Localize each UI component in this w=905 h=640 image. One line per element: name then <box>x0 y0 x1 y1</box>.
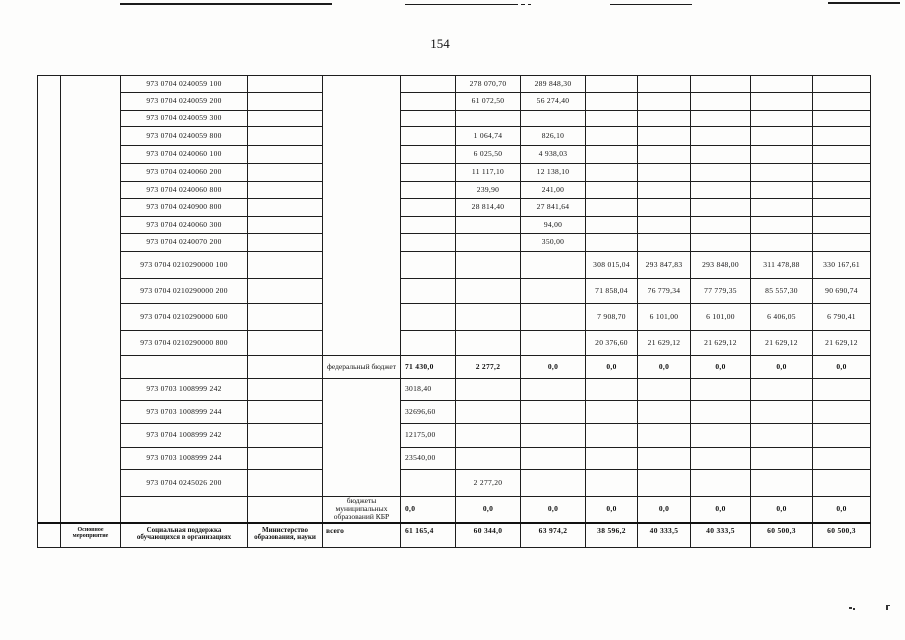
value-cell: 7 908,70 <box>586 304 638 331</box>
value-cell <box>586 111 638 127</box>
value-cell <box>813 424 871 448</box>
value-cell <box>691 424 751 448</box>
value-cell <box>813 470 871 497</box>
executor-cell <box>248 331 323 356</box>
value-cell <box>586 234 638 252</box>
value-cell <box>751 182 813 199</box>
value-cell <box>813 401 871 424</box>
value-cell <box>586 379 638 401</box>
value-cell: 0,0 <box>401 497 456 523</box>
value-cell <box>401 470 456 497</box>
value-cell <box>751 379 813 401</box>
value-cell: 239,90 <box>456 182 521 199</box>
executor-cell <box>248 497 323 523</box>
value-cell <box>401 164 456 182</box>
scan-edge-line <box>610 4 692 5</box>
value-cell <box>751 217 813 234</box>
value-cell <box>586 146 638 164</box>
value-cell <box>586 127 638 146</box>
activity-type-label: Основное мероприятие <box>61 523 121 548</box>
executor-cell <box>248 470 323 497</box>
value-cell <box>521 279 586 304</box>
kbk-code-cell: 973 0704 0210290000 100 <box>121 252 248 279</box>
value-cell <box>456 304 521 331</box>
kbk-code-cell <box>121 356 248 379</box>
value-cell <box>521 470 586 497</box>
table-row <box>38 331 871 356</box>
value-cell: 0,0 <box>691 497 751 523</box>
value-cell <box>691 146 751 164</box>
value-cell <box>813 93 871 111</box>
table-row <box>38 199 871 217</box>
value-cell <box>691 234 751 252</box>
executor-cell <box>248 448 323 470</box>
value-cell <box>521 331 586 356</box>
value-cell <box>813 182 871 199</box>
budget-table-body <box>38 76 871 548</box>
kbk-code-cell: 973 0703 1008999 242 <box>121 379 248 401</box>
table-row <box>38 93 871 111</box>
funding-source-cell <box>323 76 401 356</box>
value-cell <box>638 76 691 93</box>
value-cell <box>691 111 751 127</box>
value-cell: 6 025,50 <box>456 146 521 164</box>
value-cell <box>638 199 691 217</box>
value-cell: 71 858,04 <box>586 279 638 304</box>
value-cell: 241,00 <box>521 182 586 199</box>
value-cell: 61 072,50 <box>456 93 521 111</box>
kbk-code-cell: 973 0703 1008999 244 <box>121 401 248 424</box>
value-cell <box>456 217 521 234</box>
value-cell <box>401 217 456 234</box>
value-cell <box>401 76 456 93</box>
value-cell <box>456 234 521 252</box>
value-cell: 4 938,03 <box>521 146 586 164</box>
kbk-code-cell: 973 0704 1008999 242 <box>121 424 248 448</box>
value-cell <box>586 164 638 182</box>
value-cell <box>638 234 691 252</box>
executor-cell <box>248 164 323 182</box>
total-value-cell: 60 344,0 <box>456 523 521 548</box>
kbk-code-cell: 973 0704 0240060 300 <box>121 217 248 234</box>
value-cell <box>456 331 521 356</box>
table-row <box>38 146 871 164</box>
value-cell: 21 629,12 <box>751 331 813 356</box>
table-row <box>38 217 871 234</box>
value-cell <box>813 234 871 252</box>
value-cell <box>586 93 638 111</box>
executor-cell <box>248 93 323 111</box>
value-cell <box>456 401 521 424</box>
value-cell: 6 790,41 <box>813 304 871 331</box>
value-cell <box>813 111 871 127</box>
page-number: 154 <box>430 36 450 51</box>
value-cell: 0,0 <box>691 356 751 379</box>
value-cell: 0,0 <box>456 497 521 523</box>
value-cell <box>456 111 521 127</box>
value-cell: 2 277,2 <box>456 356 521 379</box>
table-row <box>38 304 871 331</box>
value-cell: 11 117,10 <box>456 164 521 182</box>
value-cell: 6 101,00 <box>691 304 751 331</box>
kbk-code-cell: 973 0704 0240059 200 <box>121 93 248 111</box>
value-cell <box>638 379 691 401</box>
status-column-cell <box>38 523 61 548</box>
value-cell: 21 629,12 <box>691 331 751 356</box>
value-cell <box>691 448 751 470</box>
table-row <box>38 127 871 146</box>
value-cell <box>638 146 691 164</box>
value-cell: 12 138,10 <box>521 164 586 182</box>
table-row-total <box>38 523 871 548</box>
value-cell: 311 478,88 <box>751 252 813 279</box>
value-cell: 85 557,30 <box>751 279 813 304</box>
kbk-code-cell: 973 0704 0210290000 200 <box>121 279 248 304</box>
scan-edge-line <box>528 4 531 5</box>
value-cell: 0,0 <box>638 497 691 523</box>
executor-cell <box>248 424 323 448</box>
value-cell <box>586 199 638 217</box>
value-cell <box>521 448 586 470</box>
value-cell <box>691 379 751 401</box>
value-cell: 90 690,74 <box>813 279 871 304</box>
value-cell: 0,0 <box>751 356 813 379</box>
value-cell <box>691 401 751 424</box>
value-cell <box>813 127 871 146</box>
total-value-cell: 38 596,2 <box>586 523 638 548</box>
value-cell: 350,00 <box>521 234 586 252</box>
value-cell <box>521 424 586 448</box>
executor-cell <box>248 304 323 331</box>
value-cell: 0,0 <box>638 356 691 379</box>
table-row <box>38 279 871 304</box>
value-cell <box>638 93 691 111</box>
kbk-code-cell <box>121 497 248 523</box>
value-cell <box>521 304 586 331</box>
total-value-cell: 63 974,2 <box>521 523 586 548</box>
kbk-code-cell: 973 0704 0240070 200 <box>121 234 248 252</box>
table-row <box>38 356 871 379</box>
value-cell: 21 629,12 <box>813 331 871 356</box>
value-cell <box>813 379 871 401</box>
value-cell <box>751 199 813 217</box>
total-value-cell: 40 333,5 <box>691 523 751 548</box>
value-cell <box>751 470 813 497</box>
value-cell <box>691 217 751 234</box>
value-cell: 0,0 <box>521 497 586 523</box>
value-cell <box>751 424 813 448</box>
value-cell <box>751 127 813 146</box>
value-cell <box>691 93 751 111</box>
value-cell: 23540,00 <box>401 448 456 470</box>
scan-speck <box>849 607 852 609</box>
value-cell <box>751 76 813 93</box>
value-cell <box>691 199 751 217</box>
table-row <box>38 76 871 93</box>
value-cell <box>638 127 691 146</box>
table-row <box>38 252 871 279</box>
value-cell: 3018,40 <box>401 379 456 401</box>
value-cell: 20 376,60 <box>586 331 638 356</box>
executor-cell <box>248 379 323 401</box>
executor-cell <box>248 356 323 379</box>
value-cell: 293 848,00 <box>691 252 751 279</box>
funding-source-total-label: всего <box>323 523 401 548</box>
total-value-cell: 61 165,4 <box>401 523 456 548</box>
value-cell: 77 779,35 <box>691 279 751 304</box>
funding-source-cell <box>323 379 401 497</box>
kbk-code-cell: 973 0704 0240059 800 <box>121 127 248 146</box>
value-cell <box>638 182 691 199</box>
value-cell <box>586 424 638 448</box>
activity-name-label: Социальная поддержка обучающихся в организациях <box>121 523 248 548</box>
scan-speck <box>853 608 855 610</box>
value-cell <box>401 199 456 217</box>
kbk-code-cell: 973 0704 0240060 200 <box>121 164 248 182</box>
total-value-cell: 40 333,5 <box>638 523 691 548</box>
budget-table <box>37 75 871 548</box>
table-row <box>38 401 871 424</box>
value-cell <box>638 448 691 470</box>
scan-speck <box>887 605 890 606</box>
value-cell <box>401 127 456 146</box>
executor-cell <box>248 217 323 234</box>
value-cell: 0,0 <box>521 356 586 379</box>
executor-label: Министерство образования, науки <box>248 523 323 548</box>
value-cell <box>521 111 586 127</box>
value-cell <box>751 93 813 111</box>
value-cell <box>813 217 871 234</box>
value-cell <box>401 234 456 252</box>
value-cell: 27 841,64 <box>521 199 586 217</box>
table-row <box>38 470 871 497</box>
table-row <box>38 448 871 470</box>
value-cell <box>521 252 586 279</box>
value-cell: 289 848,30 <box>521 76 586 93</box>
total-value-cell: 60 500,3 <box>813 523 871 548</box>
value-cell: 826,10 <box>521 127 586 146</box>
value-cell: 0,0 <box>586 497 638 523</box>
executor-cell <box>248 182 323 199</box>
value-cell: 330 167,61 <box>813 252 871 279</box>
value-cell <box>638 470 691 497</box>
value-cell: 21 629,12 <box>638 331 691 356</box>
value-cell <box>586 448 638 470</box>
value-cell: 76 779,34 <box>638 279 691 304</box>
value-cell: 0,0 <box>813 356 871 379</box>
value-cell <box>751 164 813 182</box>
value-cell <box>401 182 456 199</box>
value-cell <box>813 199 871 217</box>
value-cell <box>401 331 456 356</box>
value-cell <box>691 76 751 93</box>
value-cell <box>521 379 586 401</box>
total-value-cell: 60 500,3 <box>751 523 813 548</box>
value-cell <box>456 379 521 401</box>
funding-source-cell: федеральный бюджет <box>323 356 401 379</box>
value-cell: 1 064,74 <box>456 127 521 146</box>
value-cell <box>691 127 751 146</box>
executor-cell <box>248 111 323 127</box>
value-cell: 6 406,05 <box>751 304 813 331</box>
value-cell: 32696,60 <box>401 401 456 424</box>
value-cell <box>813 146 871 164</box>
value-cell <box>521 401 586 424</box>
value-cell <box>638 217 691 234</box>
kbk-code-cell: 973 0704 0245026 200 <box>121 470 248 497</box>
table-row <box>38 164 871 182</box>
value-cell <box>401 146 456 164</box>
value-cell <box>401 304 456 331</box>
value-cell <box>586 76 638 93</box>
status-column-cell <box>38 76 61 523</box>
scan-edge-line <box>521 4 525 5</box>
value-cell <box>813 76 871 93</box>
value-cell: 28 814,40 <box>456 199 521 217</box>
kbk-code-cell: 973 0704 0240059 100 <box>121 76 248 93</box>
value-cell <box>638 424 691 448</box>
value-cell: 0,0 <box>586 356 638 379</box>
value-cell <box>813 164 871 182</box>
table-row <box>38 424 871 448</box>
kbk-code-cell: 973 0704 0240900 800 <box>121 199 248 217</box>
kbk-code-cell: 973 0704 0240059 300 <box>121 111 248 127</box>
value-cell <box>751 111 813 127</box>
executor-cell <box>248 252 323 279</box>
value-cell <box>401 93 456 111</box>
value-cell: 0,0 <box>751 497 813 523</box>
value-cell <box>456 424 521 448</box>
value-cell: 0,0 <box>813 497 871 523</box>
value-cell: 71 430,0 <box>401 356 456 379</box>
executor-cell <box>248 146 323 164</box>
executor-cell <box>248 127 323 146</box>
value-cell <box>401 111 456 127</box>
value-cell: 94,00 <box>521 217 586 234</box>
executor-cell <box>248 76 323 93</box>
kbk-code-cell: 973 0703 1008999 244 <box>121 448 248 470</box>
value-cell: 2 277,20 <box>456 470 521 497</box>
value-cell <box>751 146 813 164</box>
value-cell <box>691 470 751 497</box>
value-cell <box>638 164 691 182</box>
scan-edge-line <box>405 4 518 5</box>
kbk-code-cell: 973 0704 0210290000 600 <box>121 304 248 331</box>
value-cell: 278 070,70 <box>456 76 521 93</box>
table-row <box>38 497 871 523</box>
executor-cell <box>248 234 323 252</box>
scan-edge-line <box>120 3 332 5</box>
table-row <box>38 379 871 401</box>
kbk-code-cell: 973 0704 0240060 800 <box>121 182 248 199</box>
value-cell <box>751 401 813 424</box>
value-cell <box>586 470 638 497</box>
scan-edge-line <box>828 2 900 4</box>
value-cell <box>691 164 751 182</box>
value-cell <box>751 234 813 252</box>
value-cell <box>456 252 521 279</box>
value-cell <box>638 401 691 424</box>
table-row <box>38 182 871 199</box>
value-cell <box>586 401 638 424</box>
executor-cell <box>248 279 323 304</box>
table-row <box>38 111 871 127</box>
kbk-code-cell: 973 0704 0210290000 800 <box>121 331 248 356</box>
value-cell <box>586 182 638 199</box>
value-cell <box>456 448 521 470</box>
executor-cell <box>248 199 323 217</box>
kbk-code-cell: 973 0704 0240060 100 <box>121 146 248 164</box>
value-cell <box>691 182 751 199</box>
value-cell <box>638 111 691 127</box>
value-cell: 12175,00 <box>401 424 456 448</box>
table-row <box>38 234 871 252</box>
value-cell: 6 101,00 <box>638 304 691 331</box>
funding-source-cell: бюджеты муниципальных образований КБР <box>323 497 401 523</box>
value-cell <box>401 252 456 279</box>
value-cell: 293 847,83 <box>638 252 691 279</box>
value-cell: 56 274,40 <box>521 93 586 111</box>
value-cell <box>456 279 521 304</box>
value-cell <box>401 279 456 304</box>
value-cell <box>586 217 638 234</box>
value-cell: 308 015,04 <box>586 252 638 279</box>
value-cell <box>813 448 871 470</box>
executor-cell <box>248 401 323 424</box>
activity-name-column-cell <box>61 76 121 523</box>
value-cell <box>751 448 813 470</box>
